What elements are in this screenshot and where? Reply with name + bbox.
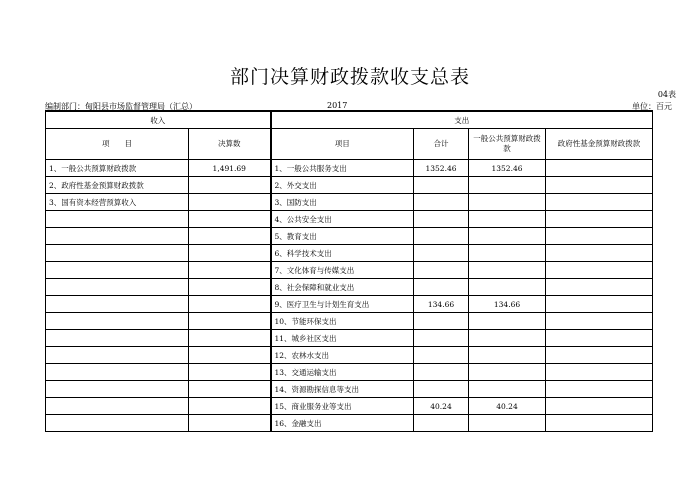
general-budget-cell: [469, 313, 546, 330]
fund-budget-cell: [546, 381, 653, 398]
income-item-cell: [46, 228, 189, 245]
fund-budget-header: 政府性基金预算财政拨款: [546, 129, 653, 160]
table-row: [46, 381, 653, 398]
general-budget-cell: [469, 194, 546, 211]
income-value-cell: [189, 296, 271, 313]
compiling-unit: 编制部门：甸阳县市场监督管理局（汇总）: [45, 102, 197, 111]
total-header: 合计: [414, 129, 469, 160]
table-row: [46, 194, 653, 211]
income-value-cell: [189, 330, 271, 347]
general-budget-cell: [469, 228, 546, 245]
income-item-cell: [46, 330, 189, 347]
total-cell: [414, 313, 469, 330]
fund-budget-cell: [546, 279, 653, 296]
fund-budget-cell: [546, 364, 653, 381]
table-row: [46, 177, 653, 194]
table-row: [46, 160, 653, 177]
fund-budget-cell: [546, 296, 653, 313]
table-row: [46, 211, 653, 228]
income-value-cell: [189, 228, 271, 245]
table-row: [46, 245, 653, 262]
income-value-cell: [189, 364, 271, 381]
income-value-cell: 1,491.69: [189, 160, 271, 177]
income-section-header: 收入: [46, 111, 271, 129]
table-row: [46, 347, 653, 364]
currency-unit: 单位：百元: [632, 102, 672, 111]
general-budget-cell: [469, 177, 546, 194]
income-item-cell: [46, 279, 189, 296]
general-budget-cell: [469, 347, 546, 364]
general-budget-cell: [469, 279, 546, 296]
expense-item-cell: 13、交通运输支出: [271, 364, 414, 381]
final-amount-header: 决算数: [189, 129, 271, 160]
income-value-cell: [189, 415, 271, 432]
income-item-cell: 1、一般公共预算财政拨款: [46, 160, 189, 177]
expense-item-cell: 4、公共安全支出: [271, 211, 414, 228]
income-item-cell: [46, 347, 189, 364]
general-budget-cell: [469, 381, 546, 398]
total-cell: [414, 245, 469, 262]
income-item-cell: [46, 398, 189, 415]
income-value-cell: [189, 347, 271, 364]
fund-budget-cell: [546, 262, 653, 279]
fund-budget-cell: [546, 160, 653, 177]
general-budget-cell: [469, 245, 546, 262]
expense-item-cell: 15、商业服务业等支出: [271, 398, 414, 415]
total-cell: [414, 381, 469, 398]
table-row: [46, 398, 653, 415]
budget-summary-table: [45, 110, 653, 432]
expense-item-cell: 1、一般公共服务支出: [271, 160, 414, 177]
income-item-cell: [46, 415, 189, 432]
income-item-cell: [46, 296, 189, 313]
fund-budget-cell: [546, 194, 653, 211]
general-budget-cell: [469, 364, 546, 381]
form-number: 04表: [657, 90, 676, 99]
fund-budget-cell: [546, 347, 653, 364]
total-cell: [414, 415, 469, 432]
section-header-row: [46, 111, 653, 129]
total-cell: [414, 279, 469, 296]
fund-budget-cell: [546, 330, 653, 347]
expense-item-cell: 2、外交支出: [271, 177, 414, 194]
income-item-cell: 2、政府性基金预算财政拨款: [46, 177, 189, 194]
expense-item-cell: 9、医疗卫生与计划生育支出: [271, 296, 414, 313]
income-item-cell: [46, 211, 189, 228]
general-budget-cell: 40.24: [469, 398, 546, 415]
income-value-cell: [189, 245, 271, 262]
income-item-header: 项 目: [46, 129, 189, 160]
table-row: [46, 330, 653, 347]
expense-item-cell: 8、社会保障和就业支出: [271, 279, 414, 296]
expense-item-cell: 7、文化体育与传媒支出: [271, 262, 414, 279]
general-budget-cell: [469, 262, 546, 279]
income-value-cell: [189, 279, 271, 296]
total-cell: [414, 364, 469, 381]
fund-budget-cell: [546, 211, 653, 228]
income-value-cell: [189, 262, 271, 279]
general-budget-cell: 1352.46: [469, 160, 546, 177]
general-budget-cell: [469, 415, 546, 432]
total-cell: [414, 262, 469, 279]
expense-item-cell: 16、金融支出: [271, 415, 414, 432]
table-row: [46, 262, 653, 279]
income-item-cell: 3、国有资本经营预算收入: [46, 194, 189, 211]
income-value-cell: [189, 194, 271, 211]
income-item-cell: [46, 262, 189, 279]
income-value-cell: [189, 177, 271, 194]
column-header-row: [46, 129, 653, 160]
fund-budget-cell: [546, 228, 653, 245]
income-item-cell: [46, 313, 189, 330]
total-cell: [414, 211, 469, 228]
fund-budget-cell: [546, 245, 653, 262]
report-title: 部门决算财政拨款收支总表: [229, 66, 470, 88]
fund-budget-cell: [546, 313, 653, 330]
fund-budget-cell: [546, 415, 653, 432]
expense-section-header: 支出: [271, 111, 653, 129]
expense-item-header: 项目: [271, 129, 414, 160]
income-value-cell: [189, 381, 271, 398]
fund-budget-cell: [546, 177, 653, 194]
expense-item-cell: 6、科学技术支出: [271, 245, 414, 262]
expense-item-cell: 11、城乡社区支出: [271, 330, 414, 347]
table-row: [46, 364, 653, 381]
expense-item-cell: 14、资源勘探信息等支出: [271, 381, 414, 398]
general-budget-cell: [469, 330, 546, 347]
total-cell: [414, 177, 469, 194]
total-cell: 40.24: [414, 398, 469, 415]
total-cell: [414, 330, 469, 347]
table-row: [46, 296, 653, 313]
total-cell: [414, 228, 469, 245]
income-value-cell: [189, 211, 271, 228]
expense-item-cell: 12、农林水支出: [271, 347, 414, 364]
total-cell: [414, 347, 469, 364]
income-item-cell: [46, 381, 189, 398]
table-row: [46, 228, 653, 245]
table-row: [46, 415, 653, 432]
income-item-cell: [46, 245, 189, 262]
total-cell: 134.66: [414, 296, 469, 313]
income-value-cell: [189, 398, 271, 415]
general-budget-cell: [469, 211, 546, 228]
income-item-cell: [46, 364, 189, 381]
table-row: [46, 279, 653, 296]
fund-budget-cell: [546, 398, 653, 415]
table-row: [46, 313, 653, 330]
general-budget-header: 一般公共预算财政拨款: [469, 129, 546, 160]
expense-item-cell: 3、国防支出: [271, 194, 414, 211]
general-budget-cell: 134.66: [469, 296, 546, 313]
expense-item-cell: 5、教育支出: [271, 228, 414, 245]
report-year: 2017: [327, 101, 348, 110]
expense-item-cell: 10、节能环保支出: [271, 313, 414, 330]
income-value-cell: [189, 313, 271, 330]
total-cell: 1352.46: [414, 160, 469, 177]
total-cell: [414, 194, 469, 211]
